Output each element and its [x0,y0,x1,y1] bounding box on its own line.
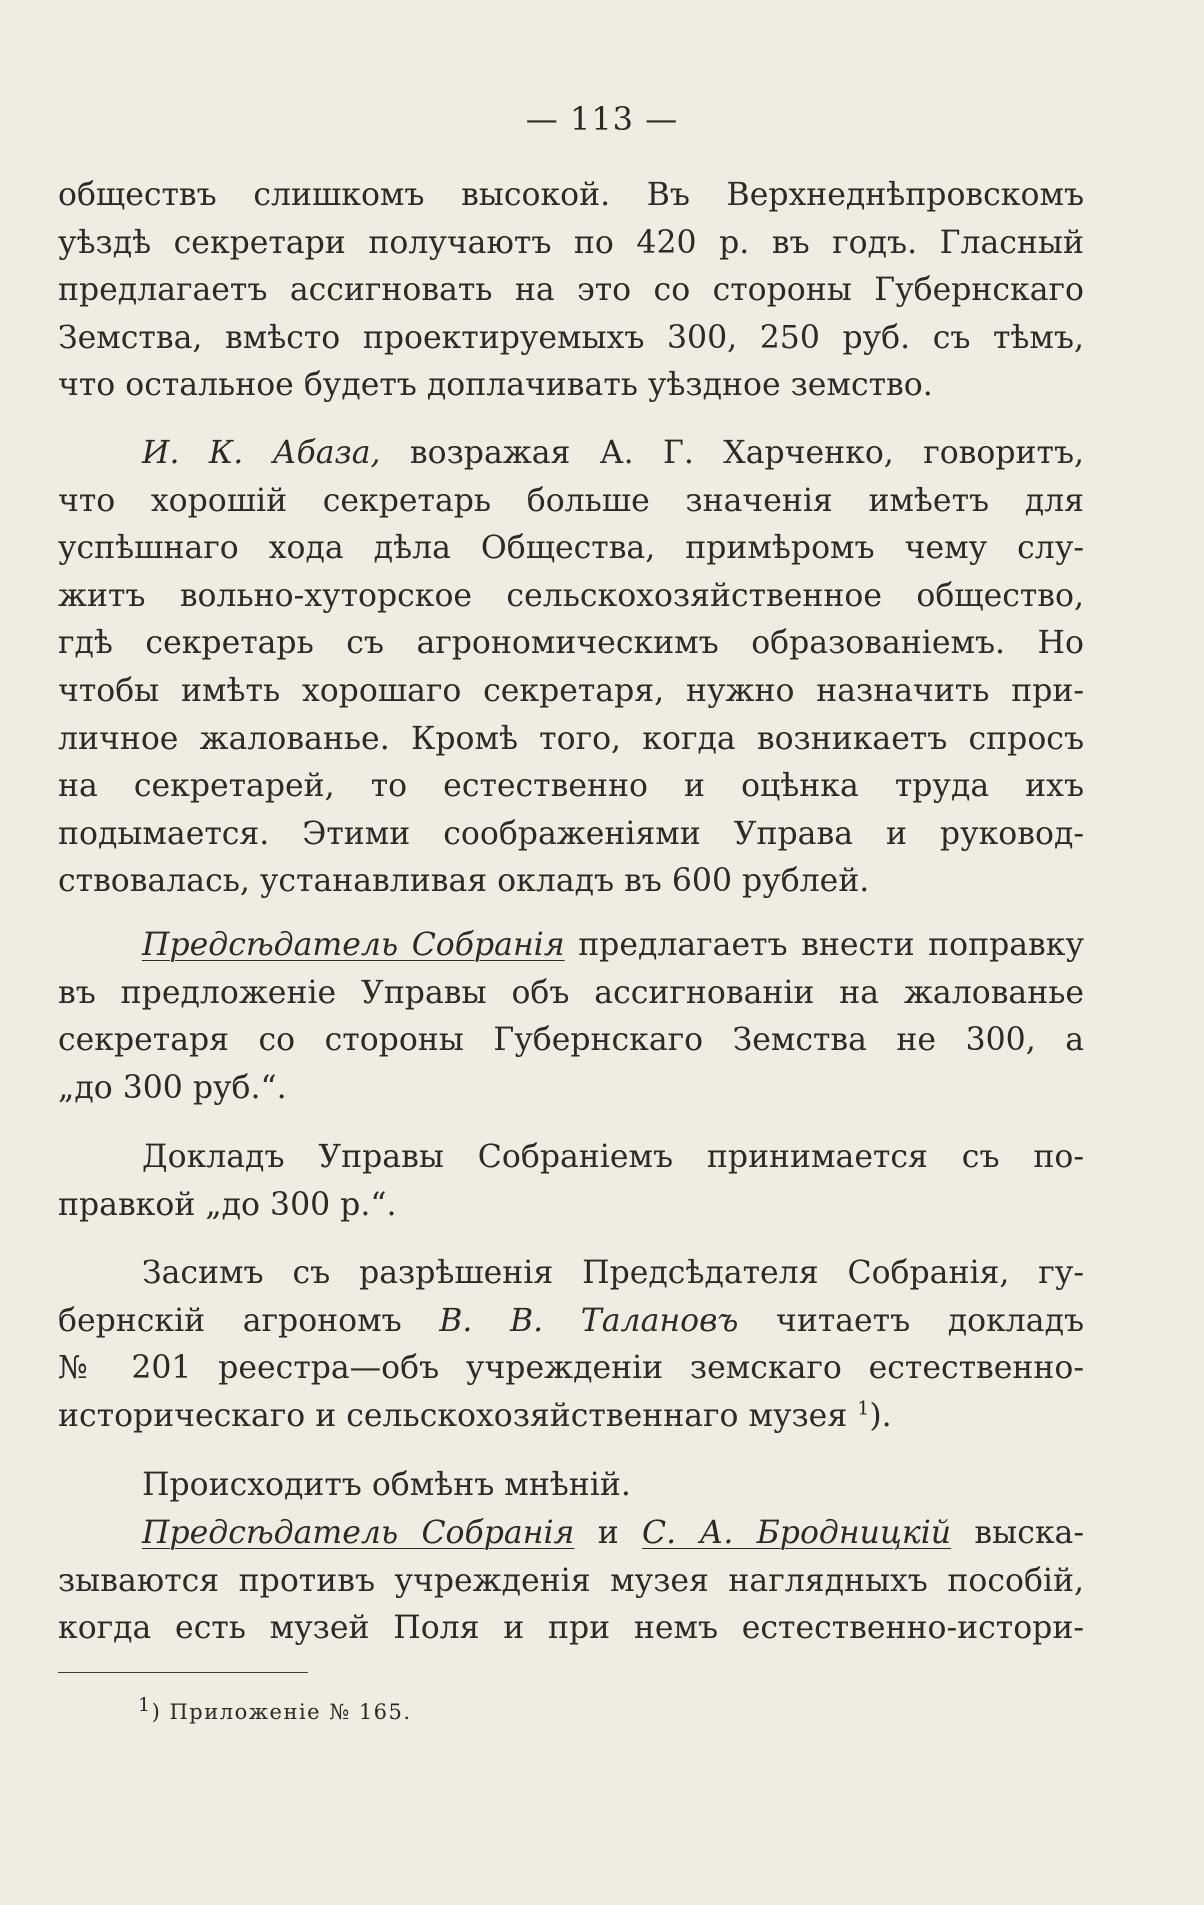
paragraph-1 [58,172,1084,410]
text-span: читаетъ докладъ [738,1302,1084,1339]
text-line: на секретарей, то естественно и оцѣнка труда ихъ [58,768,1084,805]
text-line: Докладъ Управы Собраніемъ принимается съ по- [142,1139,1084,1175]
text-line: успѣшнаго хода дѣла Общества, примѣромъ чему слу- [58,530,1084,567]
footnote-reference: 1 [857,1397,870,1420]
text-line: ствовалась, устанавливая окладъ въ 600 рублей. [58,863,870,900]
speaker-name: В. В. Талановъ [439,1302,739,1339]
paragraph-3 [58,922,1084,1112]
text-span: возражая А. Г. Харченко, говоритъ, [380,435,1084,471]
speaker-name: И. К. Абаза, [142,435,381,471]
text-line [58,1510,1084,1558]
text-span: выска- [951,1515,1084,1551]
text-span: бернскій агрономъ [58,1302,440,1339]
paragraph-2 [58,430,1084,906]
speaker-name: Предсѣдатель Собранія [142,927,565,963]
text-line [58,1393,1084,1441]
speaker-name: С. А. Бродницкій [642,1515,952,1551]
text-line: зываются противъ учрежденія музея наглядныхъ пособій, [58,1562,1084,1599]
paragraph-7 [58,1510,1084,1653]
text-line: уѣздѣ секретари получаютъ по 420 р. въ годъ. Гласный [58,224,1084,261]
speaker-name: Предсѣдатель Собранія [142,1515,575,1551]
text-span: и [574,1515,643,1551]
footnote-marker: 1 [138,1694,152,1716]
text-line: въ предложеніе Управы объ ассигнованіи на жалованье [58,974,1084,1011]
footnote-text: Приложеніе № 165. [161,1700,412,1724]
text-line: „до 300 руб.“. [58,1069,287,1106]
footnote [138,1694,412,1724]
paragraph-6 [58,1462,1084,1510]
text-line: секретаря со стороны Губернскаго Земства не 300, а [58,1022,1084,1059]
text-span: ). [869,1397,892,1434]
text-line: личное жалованье. Кромѣ того, когда возникаетъ спросъ [58,720,1084,757]
text-span: историческаго и сельскохозяйственнаго музея [58,1397,858,1434]
paragraph-4 [58,1134,1084,1229]
text-line: обществъ слишкомъ высокой. Въ Верхнеднѣпровскомъ [58,177,1084,213]
text-line [58,430,1084,478]
footnote-marker-close: ) [151,1700,162,1724]
paragraph-5 [58,1250,1084,1440]
text-line: Происходитъ обмѣнъ мнѣній. [142,1467,631,1503]
text-line: правкой „до 300 р.“. [58,1186,397,1223]
text-line: житъ вольно-хуторское сельскохозяйственное общество, [58,577,1084,614]
text-line: № 201 реестра—объ учрежденіи земскаго естественно- [58,1350,1084,1387]
page-number: — 113 — [525,100,679,138]
text-line: гдѣ секретарь съ агрономическимъ образованіемъ. Но [58,625,1084,662]
text-line [58,922,1084,970]
text-line: Засимъ съ разрѣшенія Предсѣдателя Собранія, гу- [142,1255,1084,1291]
text-line: что хорошій секретарь больше значенія имѣетъ для [58,482,1084,519]
text-span: предлагаетъ внести поправку [564,927,1084,963]
footnote-divider [58,1672,308,1673]
text-line: Земства, вмѣсто проектируемыхъ 300, 250 руб. съ тѣмъ, [58,319,1084,356]
text-line: что остальное будетъ доплачивать уѣздное земство. [58,367,933,404]
text-line: когда есть музей Поля и при немъ естественно-истори- [58,1610,1084,1647]
text-line: подымается. Этими соображеніями Управа и руковод- [58,815,1084,852]
text-line: чтобы имѣть хорошаго секретаря, нужно назначить при- [58,672,1084,709]
text-line: предлагаетъ ассигновать на это со стороны Губернскаго [58,272,1084,309]
text-line [58,1298,1084,1346]
